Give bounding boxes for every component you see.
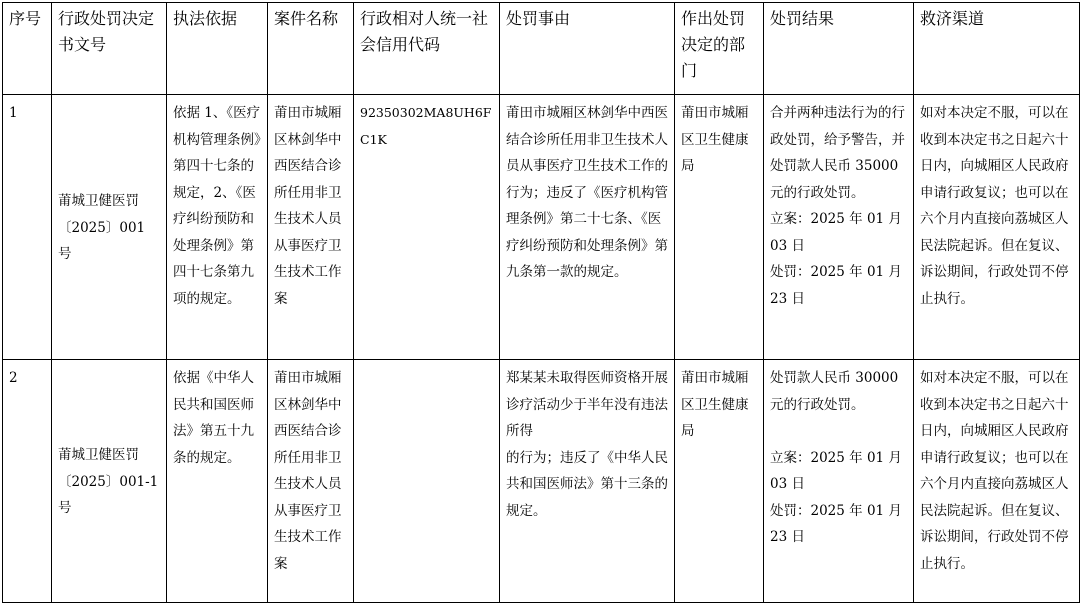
cell-case-name: 莆田市城厢区林剑华中西医结合诊所任用非卫生技术人员从事医疗卫生技术工作案 <box>268 360 354 603</box>
cell-doc-no: 莆城卫健医罚〔2025〕001-1 号 <box>52 360 167 603</box>
cell-case-name: 莆田市城厢区林剑华中西医结合诊所任用非卫生技术人员从事医疗卫生技术工作案 <box>268 95 354 360</box>
cell-doc-no: 莆城卫健医罚〔2025〕001 号 <box>52 95 167 360</box>
header-remedy: 救济渠道 <box>914 3 1080 95</box>
cell-result: 处罚款人民币 30000 元的行政处罚。 立案：2025 年 01 月 03 日 处罚：2025 年 01 月 23 日 <box>764 360 914 603</box>
cell-seq: 1 <box>3 95 52 360</box>
header-basis: 执法依据 <box>167 3 268 95</box>
header-doc-no: 行政处罚决定书文号 <box>52 3 167 95</box>
cell-seq: 2 <box>3 360 52 603</box>
cell-basis: 依据 1、《医疗机构管理条例》第四十七条的规定，2、《医疗纠纷预防和处理条例》第四十七条第九项的规定。 <box>167 95 268 360</box>
header-seq: 序号 <box>3 3 52 95</box>
penalty-table <box>2 2 1080 603</box>
header-result: 处罚结果 <box>764 3 914 95</box>
cell-department: 莆田市城厢区卫生健康局 <box>675 95 764 360</box>
cell-reason: 郑某某未取得医师资格开展诊疗活动少于半年没有违法所得 的行为；违反了《中华人民共和国医师法》第十三条的规定。 <box>500 360 675 603</box>
cell-reason: 莆田市城厢区林剑华中西医结合诊所任用非卫生技术人员从事医疗卫生技术工作的行为；违反了《医疗机构管理条例》第二十七条、《医疗纠纷预防和处理条例》第九条第一款的规定。 <box>500 95 675 360</box>
cell-credit-code: 92350302MA8UH6FC1K <box>354 95 500 360</box>
cell-department: 莆田市城厢区卫生健康局 <box>675 360 764 603</box>
cell-result: 合并两种违法行为的行政处罚，给予警告，并处罚款人民币 35000 元的行政处罚。 立案：2025 年 01 月 03 日 处罚：2025 年 01 月 23 日 <box>764 95 914 360</box>
cell-credit-code <box>354 360 500 603</box>
cell-basis: 依据《中华人民共和国医师法》第五十九条的规定。 <box>167 360 268 603</box>
header-row <box>3 3 1080 95</box>
header-credit-code: 行政相对人统一社会信用代码 <box>354 3 500 95</box>
cell-remedy: 如对本决定不服，可以在收到本决定书之日起六十日内，向城厢区人民政府申请行政复议；也可以在六个月内直接向荔城区人民法院起诉。但在复议、诉讼期间，行政处罚不停止执行。 <box>914 360 1080 603</box>
cell-remedy: 如对本决定不服，可以在收到本决定书之日起六十日内，向城厢区人民政府申请行政复议；也可以在六个月内直接向荔城区人民法院起诉。但在复议、诉讼期间，行政处罚不停止执行。 <box>914 95 1080 360</box>
header-department: 作出处罚决定的部门 <box>675 3 764 95</box>
header-reason: 处罚事由 <box>500 3 675 95</box>
header-case-name: 案件名称 <box>268 3 354 95</box>
table-row <box>3 360 1080 603</box>
table-row <box>3 95 1080 360</box>
